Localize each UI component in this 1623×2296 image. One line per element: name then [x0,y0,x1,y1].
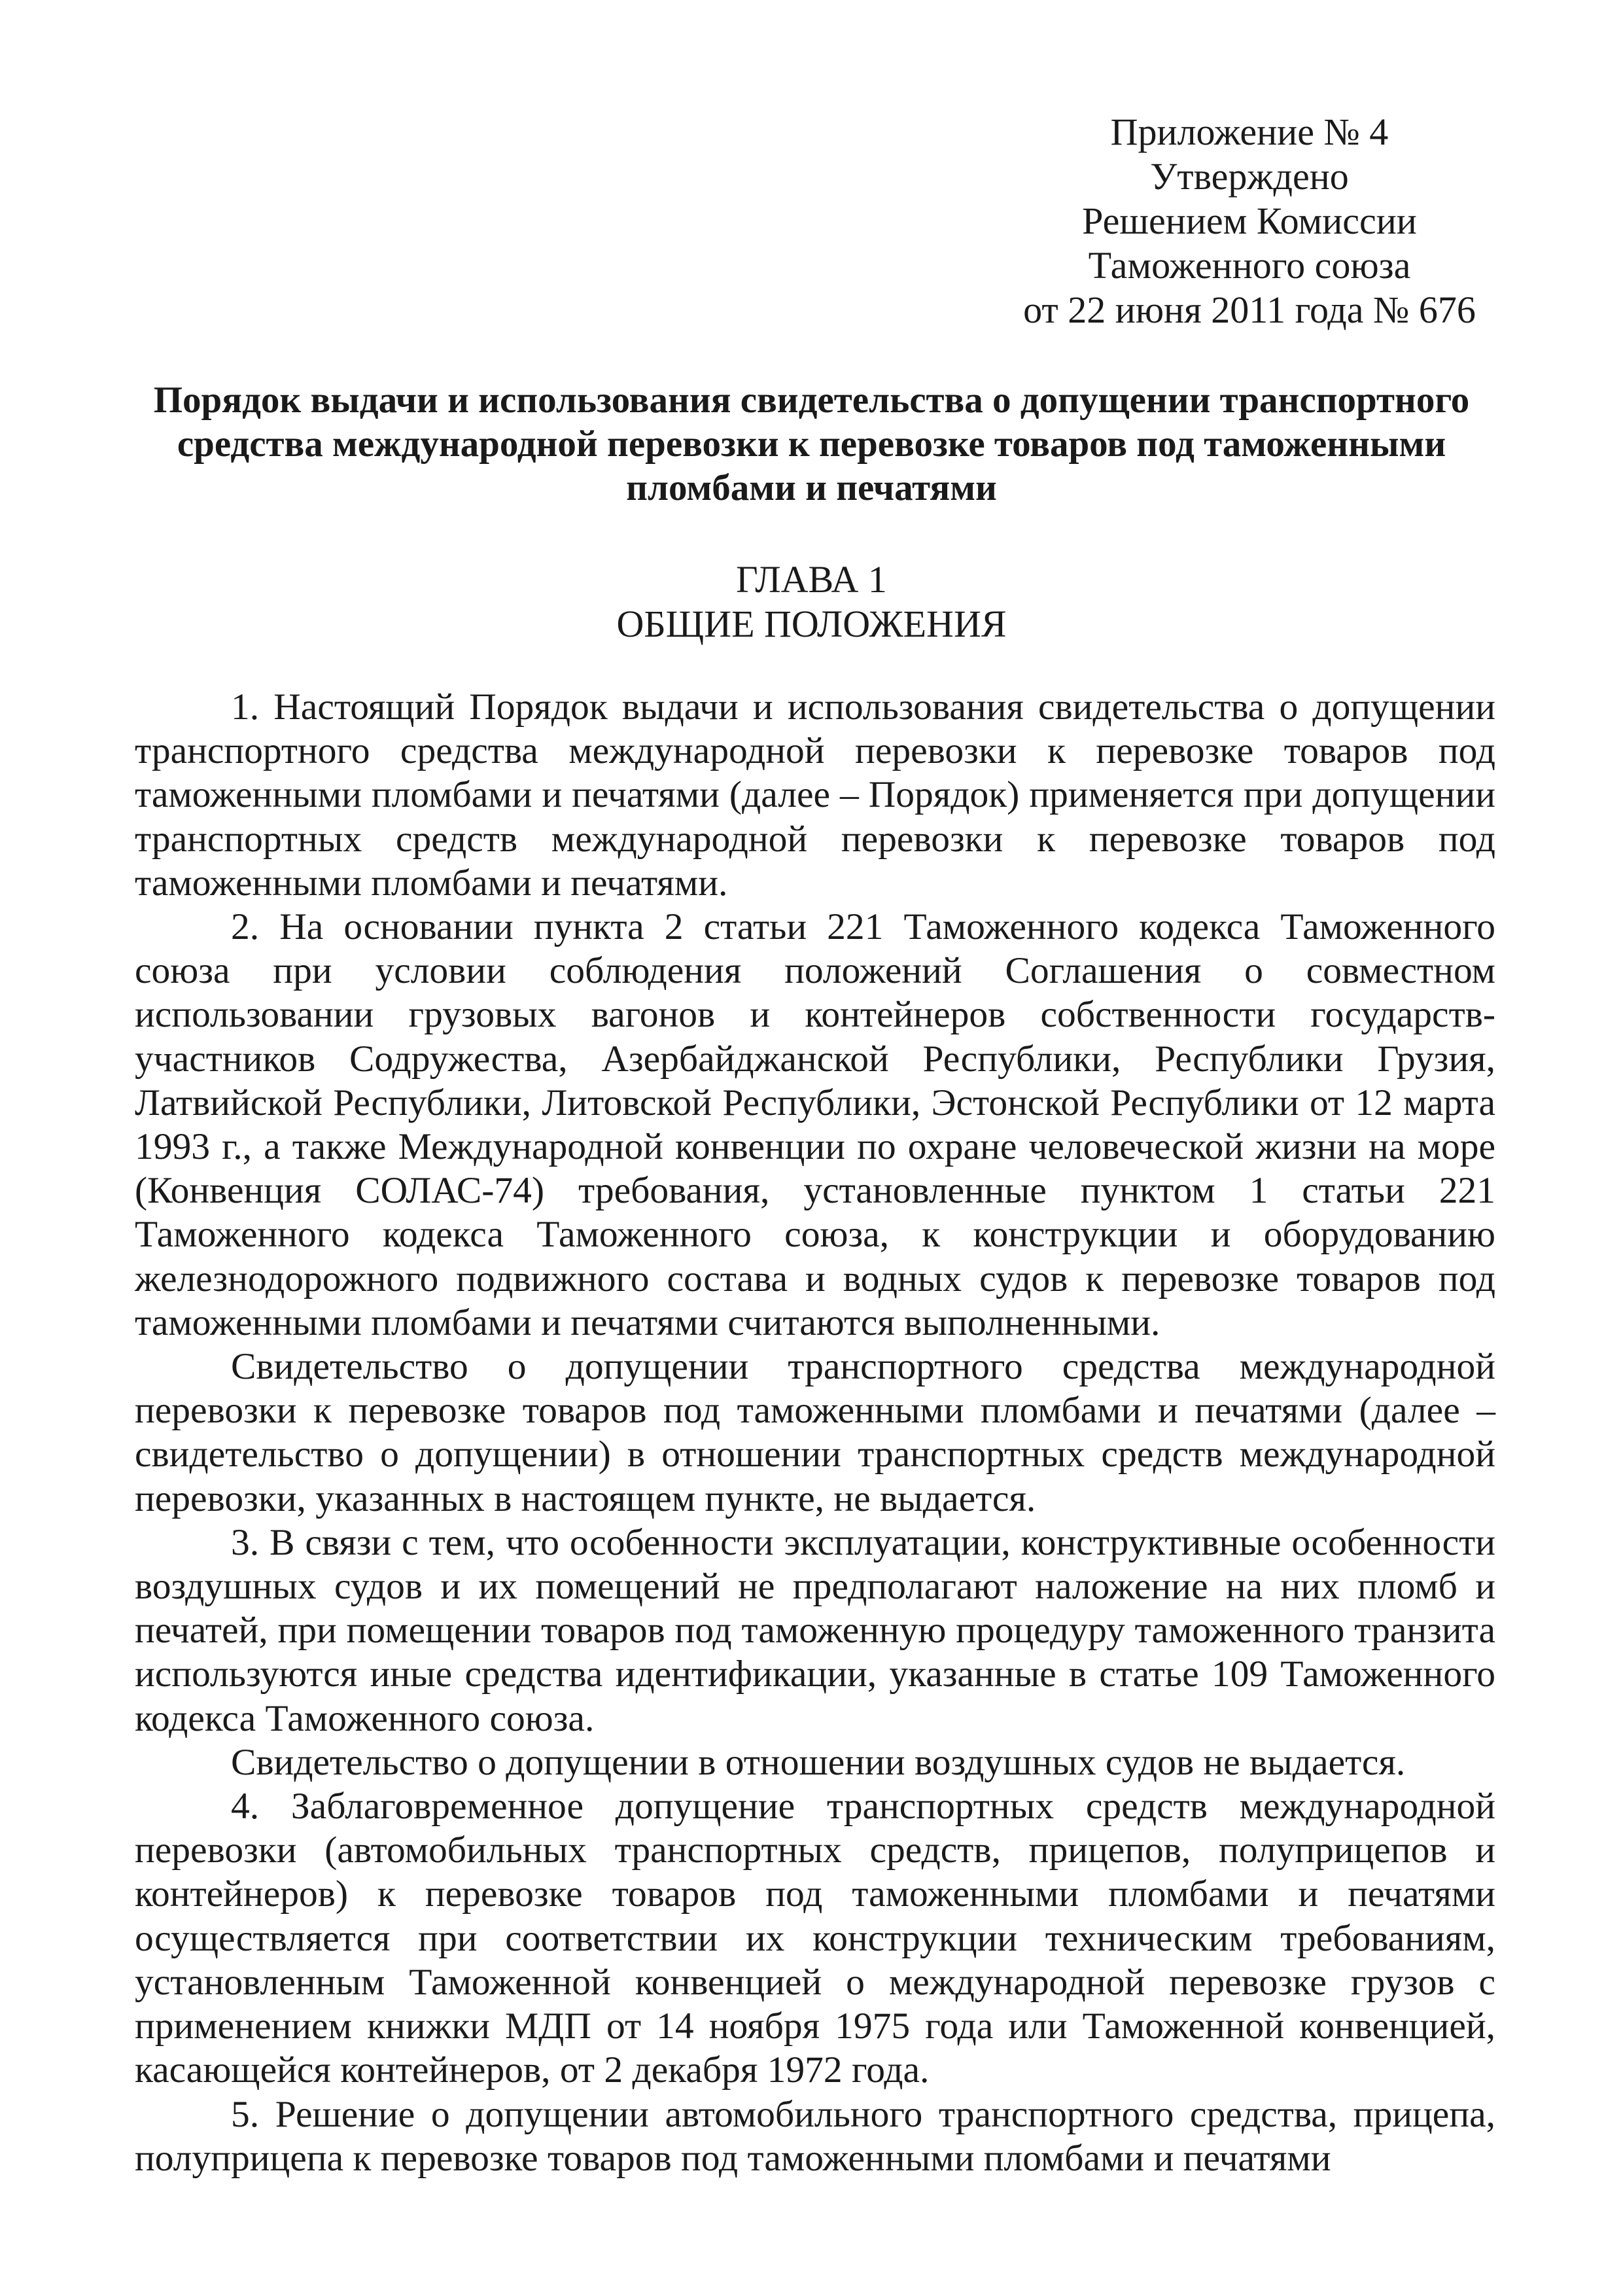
appendix-number: Приложение № 4 [1110,111,1389,153]
approved-label: Утверждено [1150,155,1349,198]
title-line: Порядок выдачи и использования свидетельства о допущении транспортного [153,380,1470,421]
chapter-number: ГЛАВА 1 [736,558,887,601]
paragraph-3-continuation: Свидетельство о допущении в отношении воздушных судов не выдается. [231,1741,1406,1783]
paragraph-1: 1. Настоящий Порядок выдачи и использования свидетельства о допущении транспортного средства международной перевозки к перевозке товаров под таможенными пломбами и печатями (далее – Порядок) применяется при допущении транспортных средств международной перевозки к перевозке товаров под таможенными пломбами и печатями. [135,686,1495,904]
paragraph-5: 5. Решение о допущении автомобильного транспортного средства, прицепа, полуприцепа к перевозке товаров под таможенными пломбами и печатями [135,2093,1495,2179]
approval-block [968,110,1531,332]
paragraph-2-continuation: Свидетельство о допущении транспортного средства международной перевозки к перевозке товаров под таможенными пломбами и печатями (далее – свидетельство о допущении) в отношении транспортных средств международной перевозки, указанных в настоящем пункте, не выдается. [135,1346,1495,1519]
chapter-name: ОБЩИЕ ПОЛОЖЕНИЯ [616,603,1007,645]
title-line: средства международной перевозки к перевозке товаров под таможенными [177,423,1446,465]
paragraph-3: 3. В связи с тем, что особенности эксплуатации, конструктивные особенности воздушных судов и их помещений не предполагают наложение на них пломб и печатей, при помещении товаров под таможенную процедуру таможенного транзита используются иные средства идентификации, указанные в статье 109 Таможенного кодекса Таможенного союза. [135,1521,1495,1739]
document-title [131,378,1492,510]
paragraph-2: 2. На основании пункта 2 статьи 221 Таможенного кодекса Таможенного союза при условии соблюдения положений Соглашения о совместном использовании грузовых вагонов и контейнеров собственности государств-участников Содружества, Азербайджанской Республики, Республики Грузия, Латвийской Республики, Литовской Республики, Эстонской Республики от 12 марта 1993 г., а также Международной конвенции по охране человеческой жизни на море (Конвенция СОЛАС-74) требования, установленные пунктом 1 статьи 221 Таможенного кодекса Таможенного союза, к конструкции и оборудованию железнодорожного подвижного состава и водных судов к перевозке товаров под таможенными пломбами и печатями считаются выполненными. [135,906,1495,1343]
approval-date-number: от 22 июня 2011 года № 676 [1023,289,1476,331]
paragraph-4: 4. Заблаговременное допущение транспортных средств международной перевозки (автомобильных транспортных средств, прицепов, полуприцепов и контейнеров) к перевозке товаров под таможенными пломбами и печатями осуществляется при соответствии их конструкции техническим требованиям, установленным Таможенной конвенцией о международной перевозке грузов с применением книжки МДП от 14 ноября 1975 года или Таможенной конвенцией, касающейся контейнеров, от 2 декабря 1972 года. [135,1786,1495,2091]
document-body [135,685,1495,2180]
title-line: пломбами и печатями [626,467,997,508]
approval-authority-union: Таможенного союза [1088,244,1411,287]
approval-authority: Решением Комиссии [1082,200,1417,242]
chapter-heading [131,557,1492,646]
